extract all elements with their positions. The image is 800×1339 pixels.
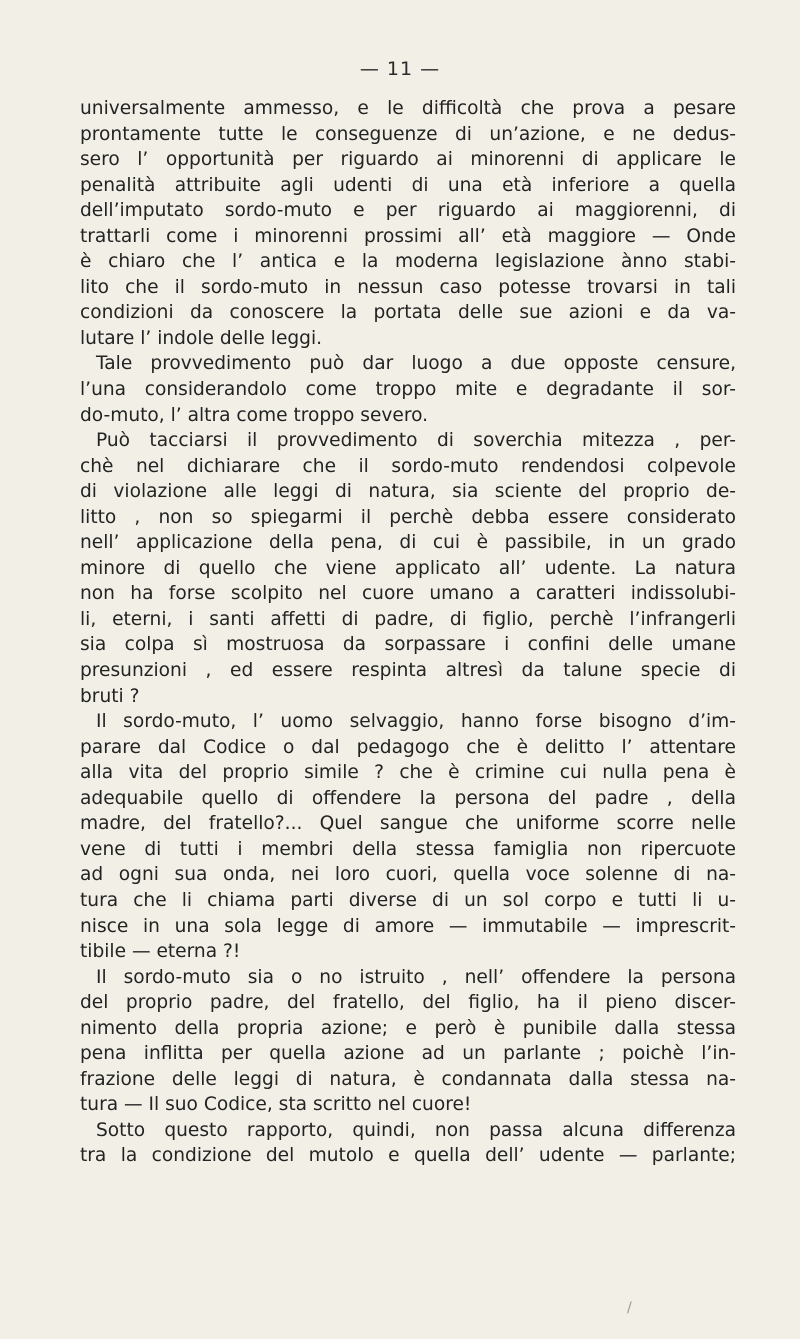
text-line: penalità attribuite agli udenti di una età inferiore a quella	[80, 174, 736, 196]
text-line: presunzioni , ed essere respinta altresì da talune specie di	[80, 660, 736, 682]
text-line: tra la condizione del mutolo e quella dell’ udente — parlante;	[80, 1145, 736, 1167]
text-line: sero l’ opportunità per riguardo ai minorenni di applicare le	[80, 149, 736, 171]
text-line: chè nel dichiarare che il sordo-muto rendendosi colpevole	[80, 455, 736, 477]
paragraph-start-line: Sotto questo rapporto, quindi, non passa alcuna differenza	[96, 1119, 736, 1141]
paragraph-start-line: Può tacciarsi il provvedimento di soverchia mitezza , per-	[96, 430, 736, 452]
text-line: condizioni da conoscere la portata delle sue azioni e da va-	[80, 302, 736, 324]
text-line: tibile — eterna ?!	[80, 941, 241, 963]
text-line: li, eterni, i santi affetti di padre, di figlio, perchè l’infrangerli	[80, 608, 736, 630]
text-line: tura — Il suo Codice, sta scritto nel cuore!	[80, 1094, 472, 1116]
text-line: ad ogni sua onda, nei loro cuori, quella voce solenne di na-	[80, 864, 736, 886]
text-line: l’una considerandolo come troppo mite e degradante il sor-	[80, 379, 736, 401]
text-line: prontamente tutte le conseguenze di un’azione, e ne dedus-	[80, 123, 736, 145]
text-line: litto , non so spiegarmi il perchè debba essere considerato	[80, 506, 736, 528]
text-line: sia colpa sì mostruosa da sorpassare i confini delle umane	[80, 634, 736, 656]
page-number: — 11 —	[359, 58, 441, 80]
text-line: universalmente ammesso, e le difficoltà che prova a pesare	[80, 98, 736, 119]
text-line: madre, del fratello?... Quel sangue che uniforme scorre nelle	[80, 813, 736, 835]
text-line: lito che il sordo-muto in nessun caso potesse trovarsi in tali	[80, 276, 736, 298]
text-line: frazione delle leggi di natura, è condannata dalla stessa na-	[80, 1068, 736, 1090]
text-line: del proprio padre, del fratello, del figlio, ha il pieno discer-	[80, 992, 736, 1014]
text-line: nell’ applicazione della pena, di cui è passibile, in un grado	[80, 532, 736, 554]
text-line: lutare l’ indole delle leggi.	[80, 327, 323, 349]
paragraph-start-line: Il sordo-muto, l’ uomo selvaggio, hanno forse bisogno d’im-	[96, 711, 736, 733]
text-line: parare dal Codice o dal pedagogo che è delitto l’ attentare	[80, 736, 736, 758]
text-line: alla vita del proprio simile ? che è crimine cui nulla pena è	[80, 762, 736, 784]
text-line: nisce in una sola legge di amore — immutabile — imprescrit-	[80, 915, 736, 937]
text-line: dell’imputato sordo-muto e per riguardo ai maggiorenni, di	[80, 200, 736, 222]
text-line: pena inflitta per quella azione ad un parlante ; poichè l’in-	[80, 1043, 736, 1065]
text-line: non ha forse scolpito nel cuore umano a caratteri indissolubi-	[80, 583, 736, 605]
text-line: adequabile quello di offendere la persona del padre , della	[80, 787, 736, 809]
text-line: do-muto, l’ altra come troppo severo.	[80, 404, 429, 426]
text-line: di violazione alle leggi di natura, sia sciente del proprio de-	[80, 481, 736, 503]
text-line: minore di quello che viene applicato all’ udente. La natura	[80, 557, 736, 579]
stray-print-mark: /	[627, 1300, 632, 1316]
text-line: vene di tutti i membri della stessa famiglia non ripercuote	[80, 838, 736, 860]
paragraph-start-line: Il sordo-muto sia o no istruito , nell’ offendere la persona	[96, 966, 736, 988]
paragraph-start-line: Tale provvedimento può dar luogo a due opposte censure,	[96, 353, 736, 375]
text-line: è chiaro che l’ antica e la moderna legislazione ànno stabi-	[80, 251, 736, 273]
body-text	[80, 96, 736, 1169]
text-line: nimento della propria azione; e però è punibile dalla stessa	[80, 1017, 736, 1039]
text-line: trattarli come i minorenni prossimi all’ età maggiore — Onde	[80, 225, 736, 247]
text-line: bruti ?	[80, 685, 140, 707]
text-line: tura che li chiama parti diverse di un sol corpo e tutti li u-	[80, 889, 736, 911]
